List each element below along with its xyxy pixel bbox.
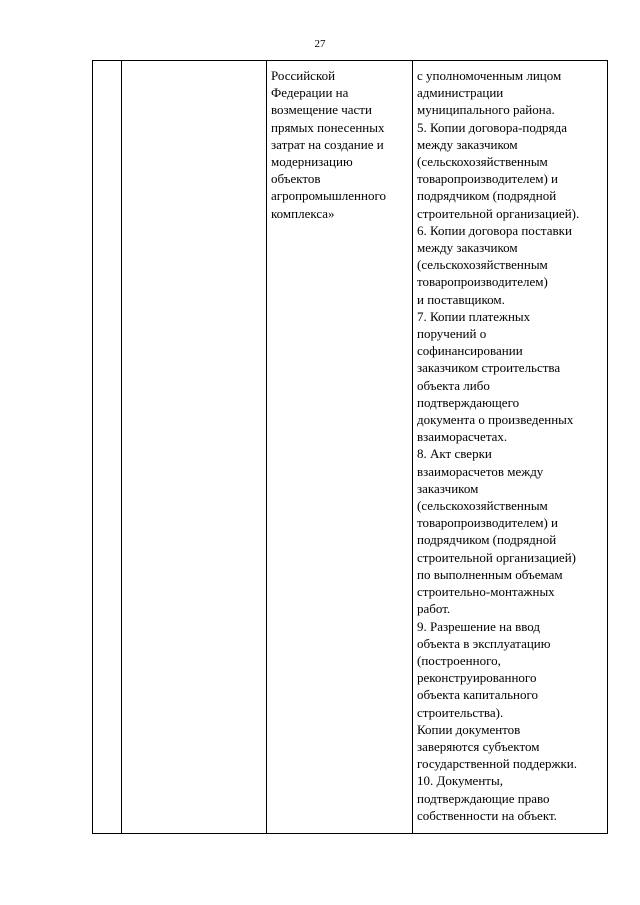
cell-program-name [267, 61, 413, 834]
text-line: заказчиком строительства [417, 360, 561, 376]
text-line: объектов [271, 171, 321, 187]
text-line: работ. [417, 601, 451, 617]
text-line: взаиморасчетов между [417, 463, 544, 479]
text-line: 6. Копии договора поставки [417, 222, 572, 238]
text-line: администрации [417, 85, 504, 101]
cell-measure-name [122, 61, 267, 834]
text-line: и поставщиком. [417, 291, 505, 307]
text-line: строительной организацией) [417, 549, 576, 565]
cell-number [93, 61, 122, 834]
text-line: (сельскохозяйственным [417, 257, 548, 273]
text-line: строительства). [417, 704, 504, 720]
text-line: (сельскохозяйственным [417, 498, 548, 514]
text-line: возмещение части [271, 102, 372, 118]
text-line: государственной поддержки. [417, 756, 577, 772]
text-line: между заказчиком [417, 240, 518, 256]
page-number: 27 [314, 38, 326, 50]
text-line: строительно-монтажных [417, 584, 555, 600]
text-line: муниципального района. [417, 102, 555, 118]
text-line: с уполномоченным лицом [417, 68, 562, 83]
text-line: модернизацию [271, 154, 353, 170]
text-line: товаропроизводителем) [417, 274, 548, 290]
text-line: агропромышленного [271, 188, 386, 204]
text-line: подрядчиком (подрядной [417, 188, 557, 204]
text-line: заверяются субъектом [417, 738, 540, 754]
text-line: 5. Копии договора-подряда [417, 119, 567, 135]
text-line: подтверждающие право [417, 790, 550, 806]
text-line: софинансировании [417, 343, 523, 359]
table-row [93, 61, 608, 834]
text-line: объекта в эксплуатацию [417, 635, 551, 651]
text-line: взаиморасчетах. [417, 429, 508, 445]
text-line: строительной организацией). [417, 205, 580, 221]
text-line: (сельскохозяйственным [417, 154, 548, 170]
document-table [92, 60, 608, 834]
text-line: подтверждающего [417, 394, 520, 410]
text-line: объекта либо [417, 377, 490, 393]
text-line: собственности на объект. [417, 807, 557, 823]
text-line: подрядчиком (подрядной [417, 532, 557, 548]
text-line: между заказчиком [417, 136, 518, 152]
cell-documents-list [413, 61, 608, 834]
text-line: 7. Копии платежных [417, 308, 531, 324]
text-line: Копии документов [417, 721, 521, 737]
text-line: комплекса» [271, 205, 335, 221]
text-line: поручений о [417, 326, 487, 342]
text-line: Федерации на [271, 85, 349, 101]
text-line: Российской [271, 68, 336, 83]
text-line: по выполненным объемам [417, 566, 563, 582]
text-line: заказчиком [417, 480, 479, 496]
text-line: объекта капитального [417, 687, 539, 703]
text-line: 10. Документы, [417, 773, 503, 789]
text-line: прямых понесенных [271, 119, 385, 135]
text-line: 8. Акт сверки [417, 446, 492, 462]
text-line: документа о произведенных [417, 412, 574, 428]
text-line: 9. Разрешение на ввод [417, 618, 541, 634]
text-line: товаропроизводителем) и [417, 515, 559, 531]
text-line: (построенного, [417, 652, 501, 668]
text-line: реконструированного [417, 670, 537, 686]
text-line: затрат на создание и [271, 136, 384, 152]
text-line: товаропроизводителем) и [417, 171, 559, 187]
